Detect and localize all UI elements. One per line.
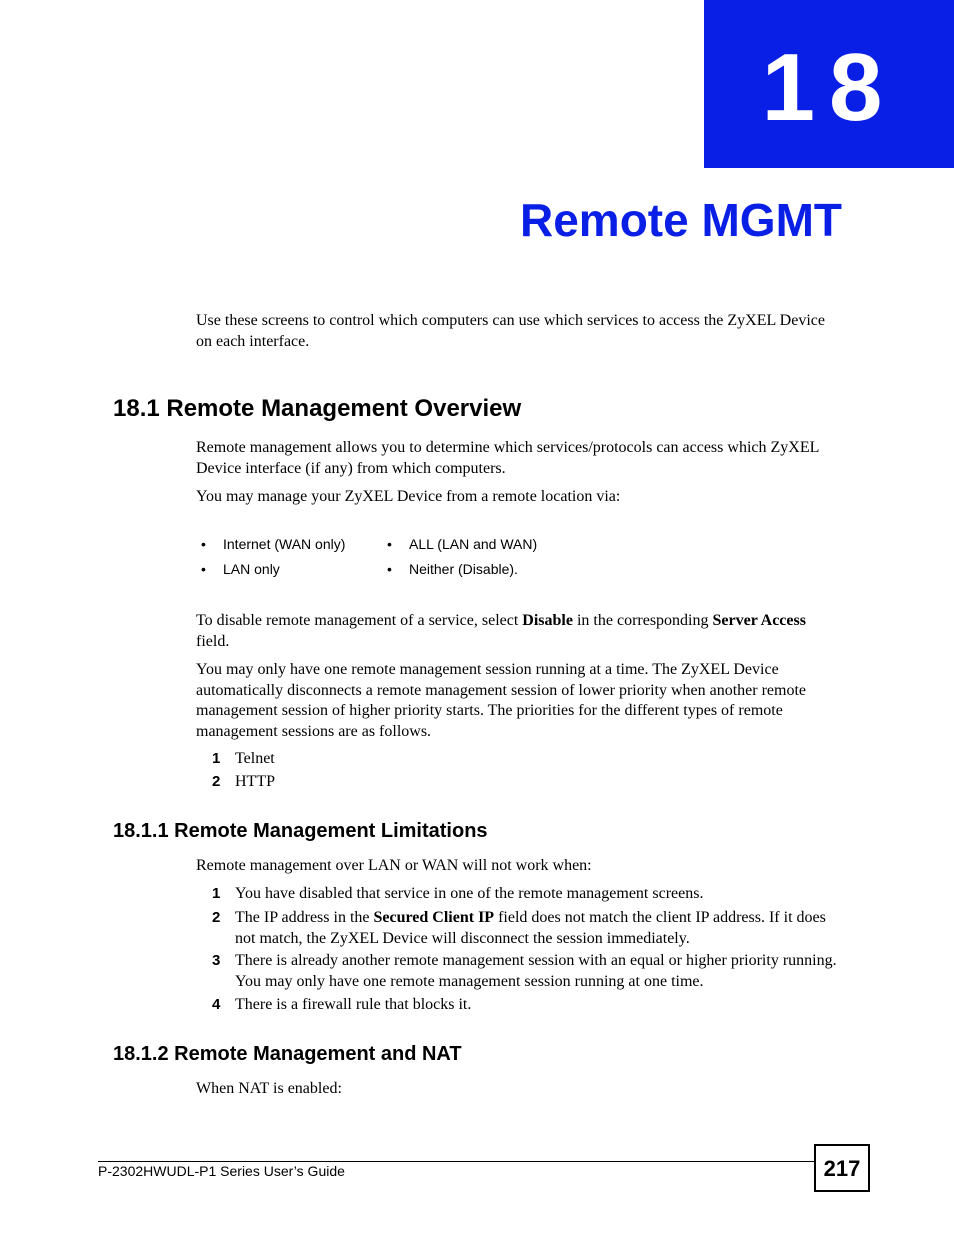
page-number: 217 [814,1144,870,1192]
bullet-text: Internet (WAN only) [223,536,346,552]
server-access-term: Server Access [712,612,806,629]
bullet-item: • Internet (WAN only) [201,536,346,552]
item-text: There is already another remote management session with an equal or higher priority running. You may only have one remote management session running at one time. [235,952,837,990]
disable-paragraph: To disable remote management of a service, select Disable in the corresponding Server Access field. [196,612,806,650]
bullet-text: Neither (Disable). [409,561,518,577]
session-priority-paragraph: You may only have one remote management session running at a time. The ZyXEL Device automatically disconnects a remote management session of lower priority when another remote management session of higher priority starts. The priorities for the different types of remote management sessions are as follows. [196,661,807,740]
priority-item [212,772,842,793]
item-text: There is a firewall rule that blocks it. [235,996,472,1013]
disable-term: Disable [522,612,573,629]
limitation-item [212,884,842,905]
item-number: 4 [212,996,221,1013]
secured-client-ip-term: Secured Client IP [373,909,495,926]
item-number: 2 [212,909,221,926]
section-heading-18-1: 18.1 Remote Management Overview [113,395,522,422]
priority-item [212,749,842,770]
item-number: 3 [212,952,221,969]
bullet-item: • LAN only [201,561,280,577]
chapter-number: 18 [761,34,897,141]
section-heading-18-1-2: 18.1.2 Remote Management and NAT [113,1043,462,1065]
item-text: The IP address in the Secured Client IP field does not match the client IP address. If it does not match, the ZyXEL Device will disconnect the session immediately. [235,909,826,947]
bullet-text: ALL (LAN and WAN) [409,536,538,552]
bullet-text: LAN only [223,561,280,577]
nat-intro: When NAT is enabled: [196,1080,342,1097]
intro-paragraph: Use these screens to control which computers can use which services to access the ZyXEL Device on each interface. [196,312,825,350]
limitation-item [212,908,842,949]
item-number: 2 [212,773,221,790]
section-heading-18-1-1: 18.1.1 Remote Management Limitations [113,820,488,842]
item-text: You have disabled that service in one of the remote management screens. [235,885,704,902]
limitations-intro: Remote management over LAN or WAN will not work when: [196,857,592,874]
item-text: HTTP [235,773,275,790]
limitation-item [212,995,842,1016]
overview-paragraph-2: You may manage your ZyXEL Device from a remote location via: [196,488,621,505]
item-number: 1 [212,885,221,902]
item-number: 1 [212,750,221,767]
bullet-item: • ALL (LAN and WAN) [387,536,538,552]
bullet-item: • Neither (Disable). [387,561,518,577]
footer-guide-title: P-2302HWUDL-P1 Series User’s Guide [98,1163,345,1179]
chapter-number-box [704,0,954,168]
item-text: Telnet [235,750,275,767]
limitation-item [212,951,842,992]
chapter-title: Remote MGMT [520,194,842,246]
overview-paragraph-1: Remote management allows you to determine which services/protocols can access which ZyXEL Device interface (if any) from which computers. [196,439,819,477]
